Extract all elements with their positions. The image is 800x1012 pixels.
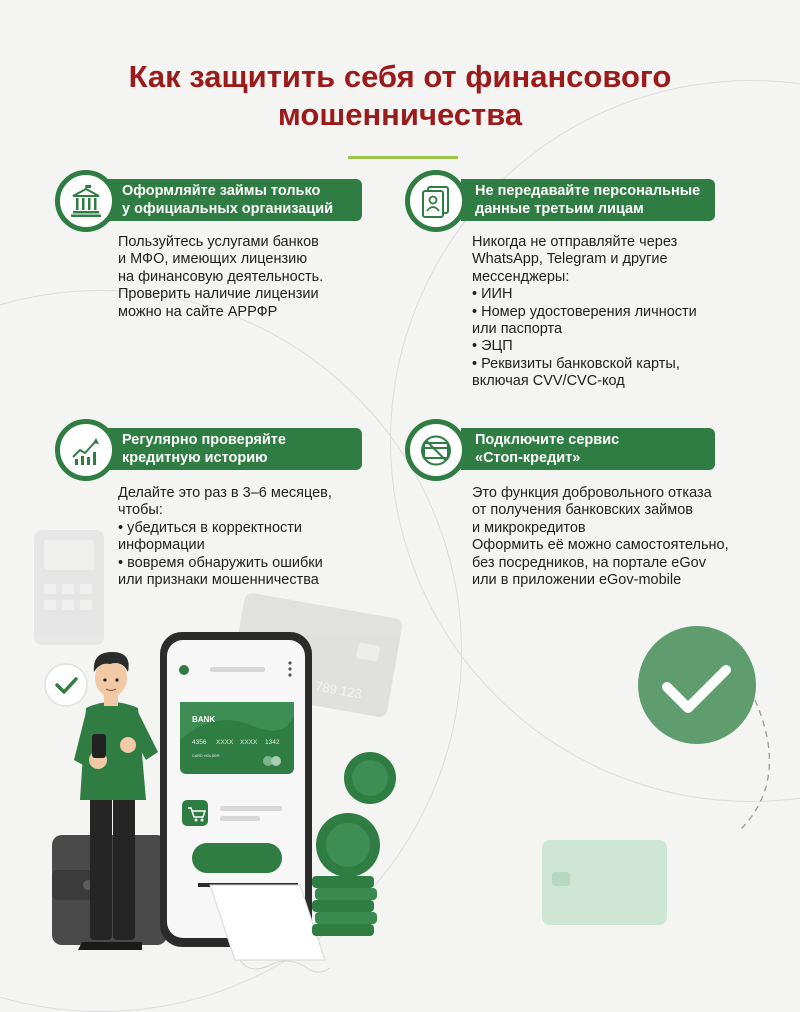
tip-icon-circle <box>405 170 467 232</box>
tip-body-line: без посредников, на портале eGov <box>472 554 706 571</box>
tip-body-line: • ИИН <box>472 286 513 303</box>
card-number-part: 1342 <box>265 739 280 746</box>
tip-body-line: Никогда не отправляйте через <box>472 234 678 250</box>
tip-heading <box>461 179 715 221</box>
tip-body-line: Пользуйтесь услугами банков <box>118 234 319 250</box>
tip-heading <box>461 428 715 470</box>
card-holder-label: CARD HOLDER <box>192 754 220 758</box>
growth-chart-icon <box>69 433 103 467</box>
tip-body-line: или в приложении eGov-mobile <box>472 572 682 589</box>
tip-body-line: WhatsApp, Telegram и другие <box>472 251 668 268</box>
tip-icon-circle <box>55 170 117 232</box>
tip-heading <box>108 179 362 221</box>
tip-body-line: и микрокредитов <box>472 519 586 536</box>
title-underline <box>348 156 458 159</box>
tip-body-line: • ЭЦП <box>472 338 513 355</box>
tip-heading-line: кредитную историю <box>122 450 268 466</box>
card-bank-label: BANK <box>192 715 216 724</box>
tip-heading-line: Не передавайте персональные <box>475 183 701 199</box>
check-circle-icon <box>638 626 756 744</box>
illustration <box>0 520 800 995</box>
tip-heading-line: данные третьим лицам <box>475 201 644 217</box>
tip-body-line: чтобы: <box>118 502 163 519</box>
tip-heading-line: Регулярно проверяйте <box>122 432 286 448</box>
tip-body-line: на финансовую деятельность. <box>118 268 324 285</box>
bg-card-number: 789 123 <box>314 678 364 702</box>
tip-icon-circle <box>55 419 117 481</box>
tip-body-line: Оформить её можно самостоятельно, <box>472 537 729 554</box>
tip-heading-line: Оформляйте займы только <box>122 183 321 199</box>
tip-body <box>118 234 323 321</box>
tip-body-line: или признаки мошенничества <box>118 572 319 589</box>
tip-body-line: • Реквизиты банковской карты, <box>472 355 680 372</box>
card-number-part: XXXX <box>240 739 258 746</box>
tip-body-line: • убедиться в корректности <box>118 519 302 536</box>
tip-body-line: от получения банковских займов <box>472 502 694 519</box>
tip-body-line: Проверить наличие лицензии <box>118 286 319 303</box>
tip-heading-line: у официальных организаций <box>122 201 334 217</box>
tip-body-line: • вовремя обнаружить ошибки <box>118 554 323 571</box>
tip-icon-circle <box>405 419 467 481</box>
green-card-icon <box>542 840 667 925</box>
tip-body-line: или паспорта <box>472 321 563 338</box>
tip-body <box>472 234 697 391</box>
page-title <box>0 58 800 134</box>
tip-body-line: и МФО, имеющих лицензию <box>118 251 308 268</box>
coins-icon <box>312 752 396 936</box>
no-card-icon <box>419 433 453 467</box>
tip-heading-line: Подключите сервис <box>475 432 620 448</box>
bank-building-icon <box>69 184 103 218</box>
tip-body-line: информации <box>118 537 205 554</box>
card-number-part: 4356 <box>192 739 207 746</box>
check-bubble-icon <box>45 664 87 706</box>
card-number-part: XXXX <box>216 739 234 746</box>
tip-body-line: Это функция добровольного отказа <box>472 485 712 501</box>
tip-body-line: мессенджеры: <box>472 268 570 285</box>
tip-body-line: можно на сайте АРРФР <box>118 303 278 320</box>
page-title-line2: мошенничества <box>277 97 523 132</box>
pos-terminal-icon <box>34 530 104 645</box>
tip-heading <box>108 428 362 470</box>
tip-heading-line: «Стоп-кредит» <box>475 450 581 466</box>
page-title-line1: Как защитить себя от финансового <box>128 59 672 94</box>
tip-body-line: • Номер удостоверения личности <box>472 303 697 320</box>
tip-body-line: включая CVV/CVC-код <box>472 373 625 390</box>
id-document-icon <box>419 184 453 218</box>
tip-body-line: Делайте это раз в 3–6 месяцев, <box>118 485 332 501</box>
